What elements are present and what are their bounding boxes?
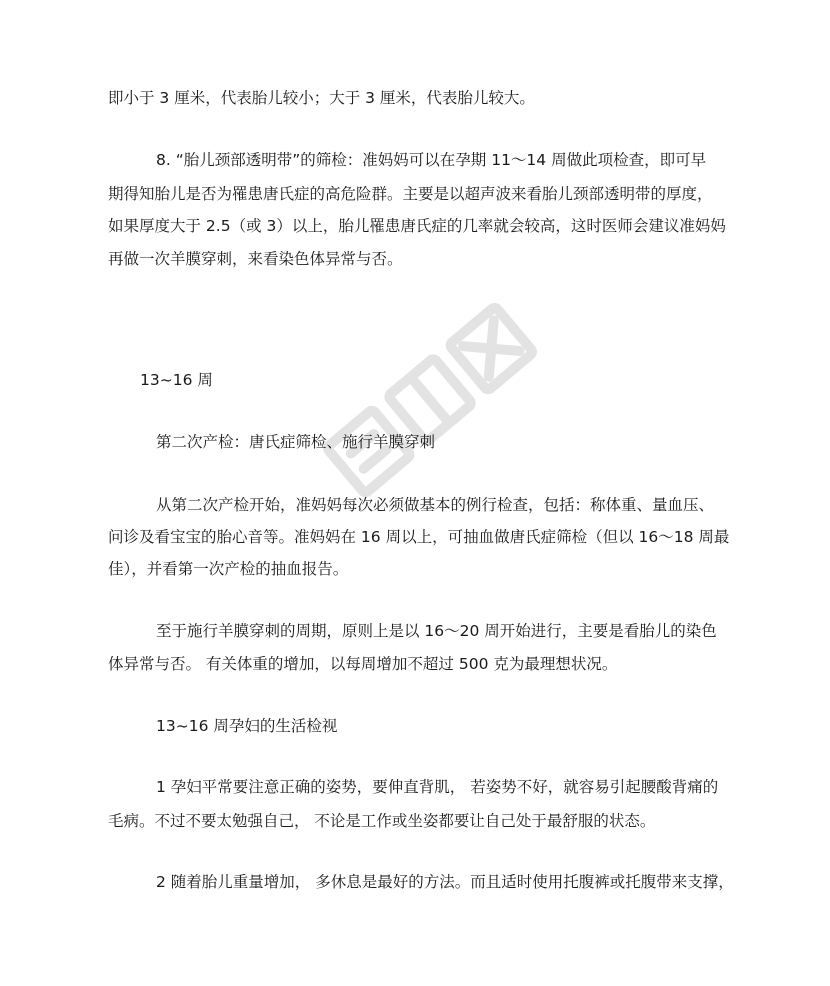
text-line: 期得知胎儿是否为罹患唐氏症的高危险群。主要是以超声波来看胎儿颈部透明带的厚度， xyxy=(108,185,713,203)
watermark-logo xyxy=(300,300,560,500)
text-line: 至于施行羊膜穿刺的周期，原则上是以 16～20 周开始进行，主要是看胎儿的染色 xyxy=(156,622,717,640)
text-line: 问诊及看宝宝的胎心音等。准妈妈在 16 周以上，可抽血做唐氏症筛检（但以 16～18 周最 xyxy=(108,528,730,546)
section-subheading: 13~16 周孕妇的生活检视 xyxy=(156,717,338,735)
section-subheading: 第二次产检：唐氏症筛检、施行羊膜穿刺 xyxy=(156,433,436,451)
text-line: 再做一次羊膜穿刺，来看染色体异常与否。 xyxy=(108,250,403,268)
text-line: 1 孕妇平常要注意正确的姿势，要伸直背肌， 若姿势不好，就容易引起腰酸背痛的 xyxy=(156,778,719,796)
text-line: 体异常与否。 有关体重的增加，以每周增加不超过 500 克为最理想状况。 xyxy=(108,655,618,673)
text-line: 从第二次产检开始，准妈妈每次必须做基本的例行检查，包括：称体重、量血压、 xyxy=(156,496,715,514)
text-line: 8. “胎儿颈部透明带”的筛检：准妈妈可以在孕期 11～14 周做此项检查，即可早 xyxy=(156,151,707,169)
text-line: 如果厚度大于 2.5（或 3）以上，胎儿罹患唐氏症的几率就会较高，这时医师会建议准妈妈 xyxy=(108,217,726,235)
text-line: 即小于 3 厘米，代表胎儿较小；大于 3 厘米，代表胎儿较大。 xyxy=(108,89,535,107)
text-line: 佳），并看第一次产检的抽血报告。 xyxy=(108,560,349,578)
section-heading: 13~16 周 xyxy=(140,371,213,389)
text-line: 毛病。不过不要太勉强自己， 不论是工作或坐姿都要让自己处于最舒服的状态。 xyxy=(108,812,656,830)
text-line: 2 随着胎儿重量增加， 多休息是最好的方法。而且适时使用托腹裤或托腹带来支撑， xyxy=(156,873,734,891)
